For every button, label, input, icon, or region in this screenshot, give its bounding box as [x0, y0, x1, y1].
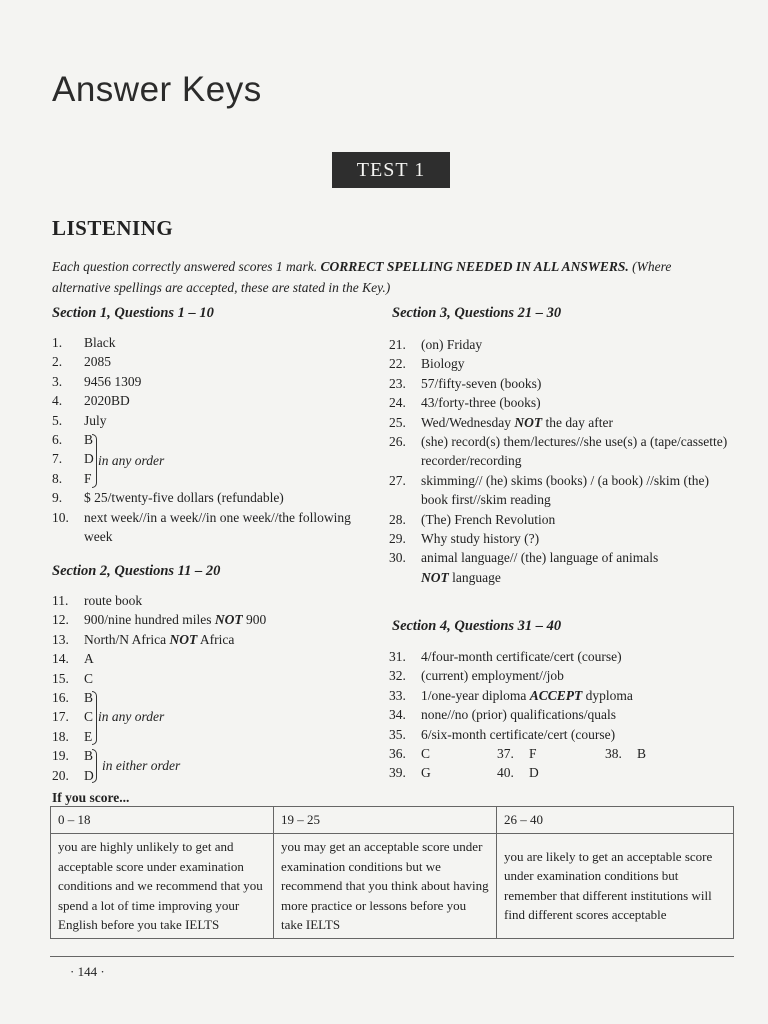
answer-text: D: [84, 767, 94, 783]
answer-text: Wed/Wednesday: [421, 414, 512, 430]
divider: [50, 956, 734, 957]
answer-number: 12.: [52, 612, 69, 628]
list-item: [389, 666, 735, 685]
answer-text: F: [529, 746, 537, 761]
score-range: 19 – 25: [274, 807, 497, 834]
list-item: [52, 727, 382, 746]
answer-text: B: [84, 432, 94, 448]
brace-note: in any order: [98, 709, 165, 724]
answer-number: 32.: [389, 668, 406, 684]
answer-number: 28.: [389, 511, 406, 527]
answer-text: (she) record(s) them/lectures//she use(s) a (tape/cassette) recorder/recording: [421, 434, 728, 469]
score-description: you are likely to get an acceptable score under examination conditions but remember that different institutions will find different scores acceptable: [497, 834, 734, 939]
answer-text: (current) employment//job: [421, 668, 564, 684]
answer-text: (The) French Revolution: [421, 511, 556, 527]
list-item: [52, 372, 382, 391]
answer-number: 1.: [52, 335, 63, 350]
table-row: [51, 834, 734, 939]
answer-number: 26.: [389, 434, 406, 450]
answer-note: NOT: [214, 612, 243, 628]
answer-number: 20.: [52, 767, 69, 783]
list-item: [389, 744, 497, 763]
score-range: 26 – 40: [497, 807, 734, 834]
answer-text-tail: 900: [245, 612, 267, 628]
instructions-part1: Each question correctly answered scores 1 mark.: [52, 259, 318, 274]
answer-text-tail: Africa: [199, 631, 235, 647]
instructions: [52, 256, 732, 298]
answer-text: C: [84, 709, 94, 725]
answer-number: 13.: [52, 631, 69, 647]
list-item: [52, 630, 382, 649]
answer-number: 17.: [52, 709, 69, 725]
table-header-row: [51, 807, 734, 834]
answer-number: 4.: [52, 393, 63, 409]
list-item: [389, 471, 735, 510]
section1-heading: Section 1, Questions 1 – 10: [52, 305, 214, 321]
answer-number: 33.: [389, 687, 406, 703]
instructions-part3: (Where alternative spellings are accepted, these are stated in the Key.): [52, 259, 672, 295]
brace-note: in either order: [102, 758, 181, 773]
answer-number: 16.: [52, 690, 69, 706]
brace-bracket: [92, 691, 97, 745]
answer-text: Why study history (?): [421, 531, 540, 547]
answer-text: route book: [84, 593, 143, 608]
answer-number: 11.: [52, 593, 69, 608]
answer-note: ACCEPT: [529, 687, 583, 703]
answer-number: 36.: [389, 746, 406, 761]
answer-number: 35.: [389, 726, 406, 742]
section1-answers: [52, 333, 382, 546]
answer-text: 57/fifty-seven (books): [421, 375, 542, 391]
list-item: [389, 510, 735, 529]
answer-text: B: [637, 746, 647, 761]
list-item: [52, 469, 382, 488]
answer-note: NOT: [514, 414, 543, 430]
list-item: [52, 391, 382, 410]
answer-number: 9.: [52, 490, 63, 506]
list-item: [389, 413, 735, 432]
answer-text: July: [84, 412, 107, 428]
answer-text-tail: language: [452, 569, 501, 585]
section4-grid: [389, 744, 735, 783]
answer-number: 10.: [52, 509, 69, 525]
list-item: [52, 333, 382, 352]
answer-text: next week//in a week//in one week//the following week: [84, 509, 351, 545]
page-title: Answer Keys: [52, 70, 262, 109]
answer-number: 37.: [497, 746, 514, 761]
list-item: [389, 705, 735, 724]
answer-text: animal language// (the) language of animals: [421, 550, 659, 566]
answer-number: 2.: [52, 354, 63, 370]
answer-text: 43/forty-three (books): [421, 395, 541, 411]
answer-text: 4/four-month certificate/cert (course): [421, 649, 622, 664]
answer-number: 24.: [389, 395, 406, 411]
answer-note: NOT: [169, 631, 198, 647]
score-label: If you score...: [52, 790, 130, 805]
answer-text: North/N Africa: [84, 631, 167, 647]
list-item: [389, 725, 735, 744]
answer-text: Black: [84, 335, 116, 350]
section4-heading: Section 4, Questions 31 – 40: [392, 618, 562, 634]
answer-text: B: [84, 748, 94, 764]
list-item: [52, 649, 382, 668]
answer-text: A: [84, 651, 94, 667]
answer-number: 30.: [389, 550, 406, 566]
answer-number: 18.: [52, 728, 69, 744]
answer-text: 2020BD: [84, 393, 130, 409]
list-item: [52, 688, 382, 707]
answer-number: 3.: [52, 373, 63, 389]
answer-number: 6.: [52, 432, 63, 448]
test-label: TEST 1: [332, 152, 450, 188]
answer-text: E: [84, 728, 93, 744]
answer-text: C: [421, 746, 431, 761]
list-item: [389, 393, 735, 412]
list-item: [389, 647, 735, 666]
list-item: [52, 610, 382, 629]
section4-answers: [389, 647, 735, 744]
list-item: [52, 352, 382, 371]
answer-number: 21.: [389, 337, 406, 352]
answer-text: B: [84, 690, 94, 706]
brace-bracket: [92, 434, 97, 488]
answer-number: 40.: [497, 765, 514, 781]
answer-number: 25.: [389, 414, 406, 430]
list-item: [52, 411, 382, 430]
answer-number: 39.: [389, 765, 406, 781]
answer-number: 7.: [52, 451, 63, 467]
score-table: [50, 806, 734, 939]
list-item: [389, 763, 497, 782]
answer-number: 15.: [52, 670, 69, 686]
brace-bracket: [92, 749, 97, 783]
answer-number: 38.: [605, 746, 622, 761]
section2-heading: Section 2, Questions 11 – 20: [52, 563, 221, 579]
list-item: [52, 669, 382, 688]
score-range: 0 – 18: [51, 807, 274, 834]
answer-number: 23.: [389, 375, 406, 391]
list-item: [497, 763, 539, 782]
answer-text: D: [529, 765, 539, 781]
page-number: · 144 ·: [70, 964, 105, 979]
answer-text: $ 25/twenty-five dollars (refundable): [84, 490, 284, 506]
answer-text: 2085: [84, 354, 111, 370]
answer-number: 27.: [389, 472, 406, 488]
answer-text: none//no (prior) qualifications/quals: [421, 707, 616, 723]
score-description: you are highly unlikely to get and acceptable score under examination conditions and we recommend that you spend a lot of time improving your English before you take IELTS: [51, 834, 274, 939]
answer-number: 8.: [52, 470, 63, 486]
answer-text: 9456 1309: [84, 373, 142, 389]
answer-number: 14.: [52, 651, 69, 667]
answer-number: 5.: [52, 412, 63, 428]
answer-text-tail: dyploma: [585, 687, 633, 703]
instructions-part2: CORRECT SPELLING NEEDED IN ALL ANSWERS.: [320, 259, 629, 274]
section3-heading: Section 3, Questions 21 – 30: [392, 305, 562, 321]
list-item: [389, 548, 735, 587]
answer-text: 900/nine hundred miles: [84, 612, 212, 628]
list-item: [497, 744, 605, 763]
list-item: [389, 432, 735, 471]
section3-answers: [389, 335, 735, 587]
list-item: [389, 529, 735, 548]
list-item: [52, 488, 382, 507]
list-item: [389, 354, 735, 373]
answer-text: (on) Friday: [421, 337, 483, 352]
answer-number: 34.: [389, 707, 406, 723]
answer-text: 6/six-month certificate/cert (course): [421, 726, 616, 742]
answer-text: 1/one-year diploma: [421, 687, 527, 703]
answer-number: 31.: [389, 649, 406, 664]
answer-text: skimming// (he) skims (books) / (a book) //skim (the) book first//skim reading: [421, 472, 709, 508]
score-description: you may get an acceptable score under examination conditions but we recommend that you think about having more practice or lessons before you take IELTS: [274, 834, 497, 939]
answer-number: 19.: [52, 748, 69, 764]
answer-text: G: [421, 765, 431, 781]
list-item: [605, 744, 646, 763]
answer-text-tail: the day after: [545, 414, 614, 430]
section2-answers: [52, 591, 382, 785]
brace-note: in any order: [98, 453, 165, 468]
list-item: [52, 430, 382, 449]
answer-text: Biology: [421, 356, 465, 372]
list-item: [389, 686, 735, 705]
list-item: [389, 374, 735, 393]
answer-number: 29.: [389, 531, 406, 547]
list-item: [389, 335, 735, 354]
answer-text: F: [84, 470, 92, 486]
list-item: [52, 508, 378, 547]
answer-text: D: [84, 451, 94, 467]
answer-number: 22.: [389, 356, 406, 372]
answer-note: NOT: [421, 569, 449, 585]
list-item: [52, 591, 382, 610]
answer-text: C: [84, 670, 94, 686]
listening-heading: LISTENING: [52, 216, 174, 240]
